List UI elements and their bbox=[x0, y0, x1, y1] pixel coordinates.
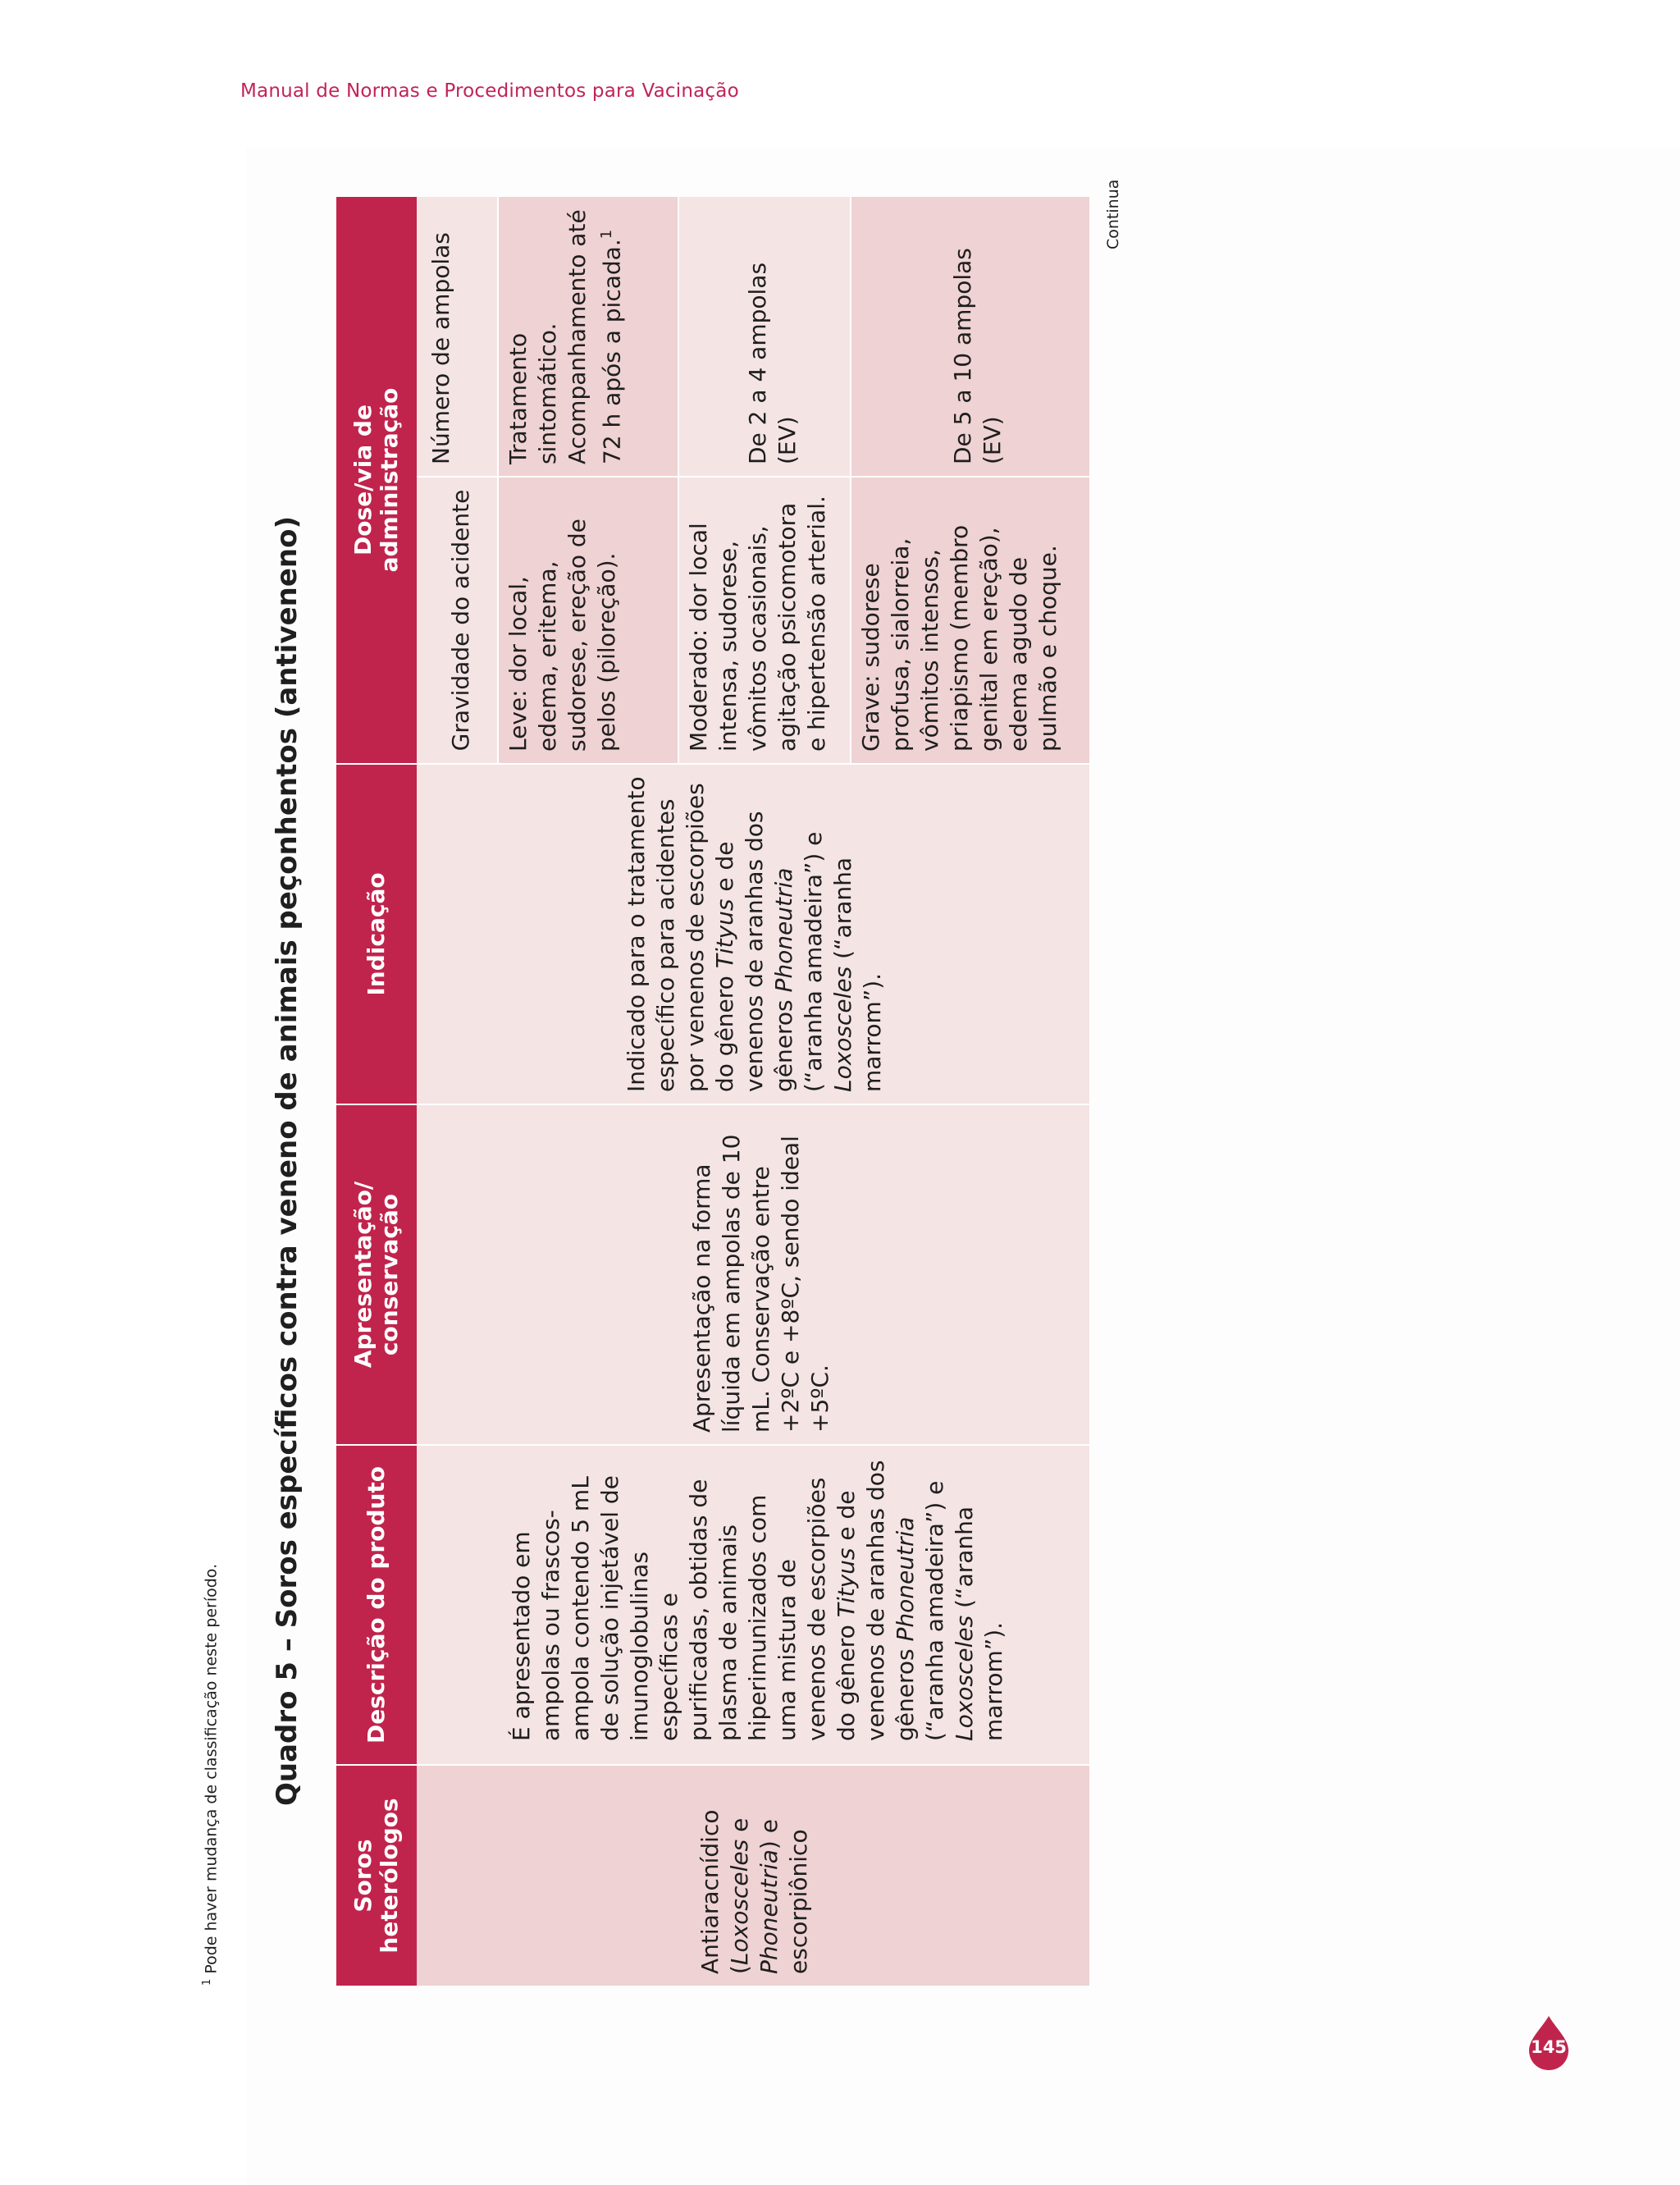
page-number: 145 bbox=[1531, 2037, 1567, 2057]
cell-soro-name: Antiaracnídico (Loxosceles e Phoneutria) e escorpiônico bbox=[417, 1764, 1091, 1986]
header-dose: Dose/via de administração bbox=[336, 197, 417, 763]
cell-grave-dose: De 5 a 10 ampolas (EV) bbox=[851, 197, 1091, 476]
running-header: Manual de Normas e Procedimentos para Vacinação bbox=[240, 80, 739, 102]
header-apresentacao: Apresentação/ conservação bbox=[336, 1104, 417, 1444]
cell-ampolas-header: Número de ampolas bbox=[417, 197, 499, 476]
cell-leve: Leve: dor local, edema, eritema, sudorese, ereção de pelos (piloreção). bbox=[499, 476, 679, 763]
header-soros: Soros heterólogos bbox=[336, 1764, 417, 1986]
table-footnote: $^1$ Pode haver mudança de classificação neste período. bbox=[201, 1563, 221, 1986]
cell-grave: Grave: sudorese profusa, sialorreia, vômitos intensos, priapismo (membro genital em ereção), edema agudo de pulmão e choque. bbox=[851, 476, 1091, 763]
cell-apresentacao: Apresentação na forma líquida em ampolas de 10 mL. Conservação entre +2ºC e +8ºC, sendo ideal +5ºC. bbox=[417, 1104, 1091, 1444]
cell-indicacao: Indicado para o tratamento específico para acidentes por venenos de escorpiões do gênero Tityus e de venenos de aranhas dos gêneros Phoneutria (“aranha amadeira”) e Loxosceles (“aranha marrom”). bbox=[417, 763, 1091, 1104]
cell-moderado: Moderado: dor local intensa, sudorese, vômitos ocasionais, agitação psicomotora e hipertensão arterial. bbox=[679, 476, 851, 763]
table-title: Quadro 5 – Soros específicos contra veneno de animais peçonhentos (antiveneno) bbox=[271, 515, 304, 1807]
cell-gravidade-header: Gravidade do acidente bbox=[417, 476, 499, 763]
cell-descricao: É apresentado em ampolas ou frascos-ampola contendo 5 mL de solução injetável de imunoglobulinas específicas e purificadas, obtidas de plasma de animais hiperimunizados com uma mistura de venenos de escorpiões do gênero Tityus e de venenos de aranhas dos gêneros Phoneutria (“aranha amadeira”) e Loxosceles (“aranha marrom”). bbox=[417, 1444, 1091, 1764]
rotated-table-block bbox=[180, 164, 1337, 2158]
continua-label: Continua bbox=[1104, 179, 1122, 249]
header-indicacao: Indicação bbox=[336, 763, 417, 1104]
cell-leve-dose: Tratamento sintomático. Acompanhamento até 72 h após a picada.$^1$ bbox=[499, 197, 679, 476]
vaccine-serum-table bbox=[336, 197, 1091, 1986]
page-number-badge bbox=[1526, 2014, 1572, 2072]
header-descricao: Descrição do produto bbox=[336, 1444, 417, 1764]
cell-moderado-dose: De 2 a 4 ampolas (EV) bbox=[679, 197, 851, 476]
